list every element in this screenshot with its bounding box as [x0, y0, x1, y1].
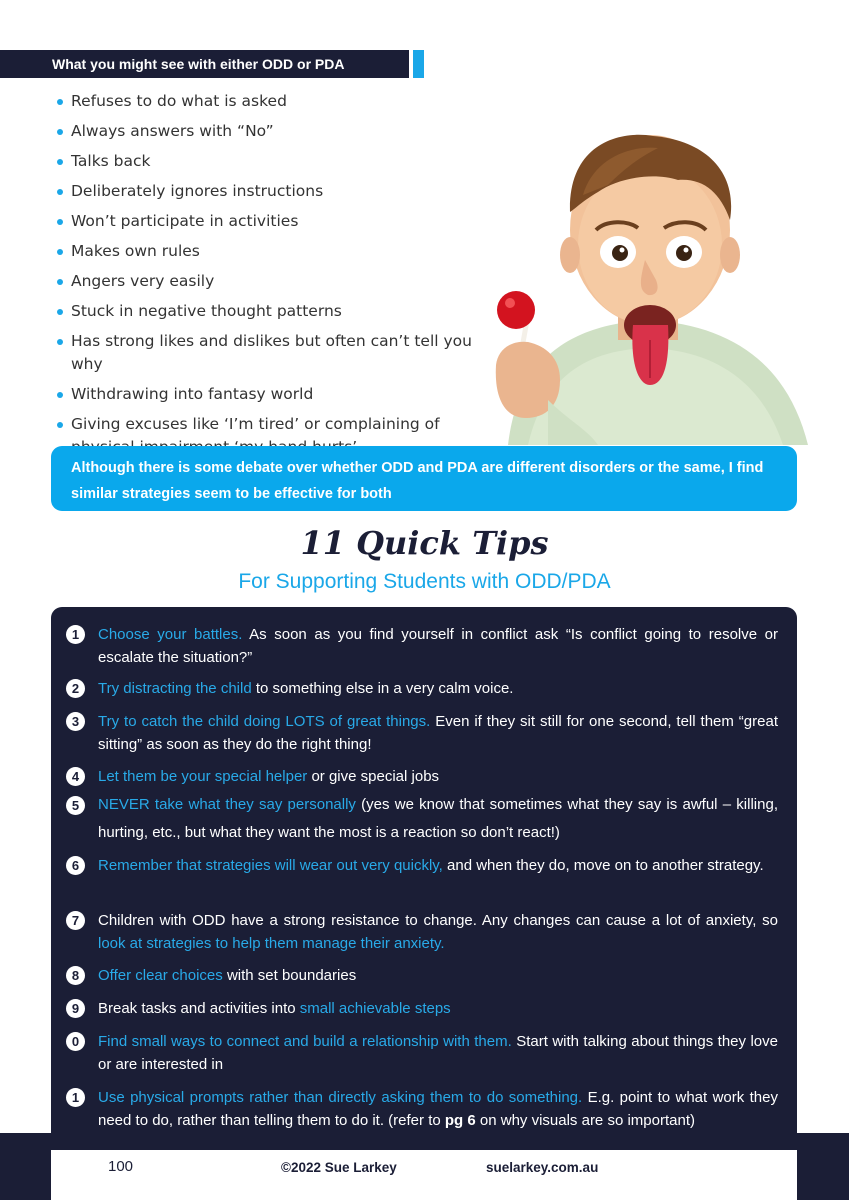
tip-number-badge: 6 — [66, 856, 85, 875]
tip-text: Start with talking about things they love or are interested in — [98, 1033, 778, 1073]
tips-title: 11 Quick Tips — [300, 524, 549, 562]
section-header — [0, 50, 409, 78]
tip-text: to something else in a very calm voice. — [251, 680, 514, 697]
tip-number-badge: 7 — [66, 911, 85, 930]
tip-text-bold: pg 6 — [444, 1112, 476, 1129]
list-item: Makes own rules — [56, 240, 486, 263]
tip-number-badge: 3 — [66, 712, 85, 731]
tip-item — [66, 909, 778, 955]
website-link: suelarkey.com.au — [486, 1160, 599, 1175]
behaviour-list — [56, 90, 486, 466]
tip-highlight: Remember that strategies will wear out very quickly, — [98, 857, 443, 874]
tip-item — [66, 854, 778, 877]
tip-highlight: look at strategies to help them manage their anxiety. — [98, 935, 445, 952]
tip-item — [66, 1086, 778, 1132]
copyright: ©2022 Sue Larkey — [281, 1160, 397, 1175]
list-item: Refuses to do what is asked — [56, 90, 486, 113]
tip-item — [66, 765, 778, 788]
tip-number-badge: 1 — [66, 1088, 85, 1107]
tip-highlight: NEVER take what they say personally — [98, 796, 356, 813]
tip-highlight: Find small ways to connect and build a relationship with them. — [98, 1033, 512, 1050]
tip-highlight: Try to catch the child doing LOTS of great things. — [98, 713, 431, 730]
tips-subtitle: For Supporting Students with ODD/PDA — [238, 570, 611, 593]
header-accent-bar — [413, 50, 424, 78]
tip-text: on why visuals are so important) — [475, 1112, 695, 1129]
tip-number-badge: 1 — [66, 625, 85, 644]
tip-text: As soon as you find yourself in conflict ask “Is conflict going to resolve or escalate the situation?” — [98, 626, 778, 666]
list-item: Always answers with “No” — [56, 120, 486, 143]
tip-text: with set boundaries — [222, 967, 357, 984]
tip-number-badge: 5 — [66, 796, 85, 815]
list-item: Stuck in negative thought patterns — [56, 300, 486, 323]
tip-highlight: Let them be your special helper — [98, 768, 308, 785]
list-item: Giving excuses like ‘I’m tired’ or complaining of — [56, 413, 486, 459]
tip-text: Children with ODD have a strong resistance to change. Any changes can cause a lot of anxiety, so — [98, 912, 778, 929]
list-item: Deliberately ignores instructions — [56, 180, 486, 203]
list-item: Talks back — [56, 150, 486, 173]
tip-highlight: Offer clear choices — [98, 967, 223, 984]
boy-with-lollipop-image — [488, 100, 808, 445]
tip-text: E.g. point to what work they need to do, rather than telling them to do it. (refer to — [98, 1089, 778, 1129]
tip-item — [66, 710, 778, 756]
list-item: Has strong likes and dislikes but often can’t tell you why — [56, 330, 486, 376]
tip-highlight: small achievable steps — [299, 1000, 451, 1017]
callout-box: Although there is some debate over whether ODD and PDA are different disorders or the same, I find similar strategies seem to be effective for both — [51, 446, 797, 511]
tip-item — [66, 794, 778, 847]
tip-highlight: Use physical prompts rather than directly asking them to do something. — [98, 1089, 583, 1106]
tip-text: Break tasks and activities into — [98, 1000, 300, 1017]
tip-number-badge: 0 — [66, 1032, 85, 1051]
list-item: Won’t participate in activities — [56, 210, 486, 233]
tip-number-badge: 2 — [66, 679, 85, 698]
page-number: 100 — [108, 1158, 134, 1175]
footer-panel — [51, 1150, 797, 1200]
tip-item — [66, 1030, 778, 1076]
list-item: Withdrawing into fantasy world — [56, 383, 486, 406]
tip-text: Even if they sit still for one second, tell them “great sitting” as soon as they do the right thing! — [98, 713, 778, 753]
tip-item — [66, 623, 778, 669]
tip-number-badge: 4 — [66, 767, 85, 786]
tip-text: or give special jobs — [307, 768, 440, 785]
tip-item — [66, 997, 778, 1020]
section-header-text: What you might see with either ODD or PDA — [52, 56, 345, 72]
tips-panel — [51, 607, 797, 1167]
tip-number-badge: 9 — [66, 999, 85, 1018]
tip-text: (yes we know that sometimes what they say is awful – killing, hurting, etc., but what they want the most is a reaction so don’t react!) — [98, 796, 778, 841]
tip-highlight: Try distracting the child — [98, 680, 252, 697]
tip-text: and when they do, move on to another strategy. — [442, 857, 764, 874]
tip-item — [66, 964, 778, 987]
tip-highlight: Choose your battles. — [98, 626, 243, 643]
tip-number-badge: 8 — [66, 966, 85, 985]
list-item: Angers very easily — [56, 270, 486, 293]
tip-item — [66, 677, 778, 700]
